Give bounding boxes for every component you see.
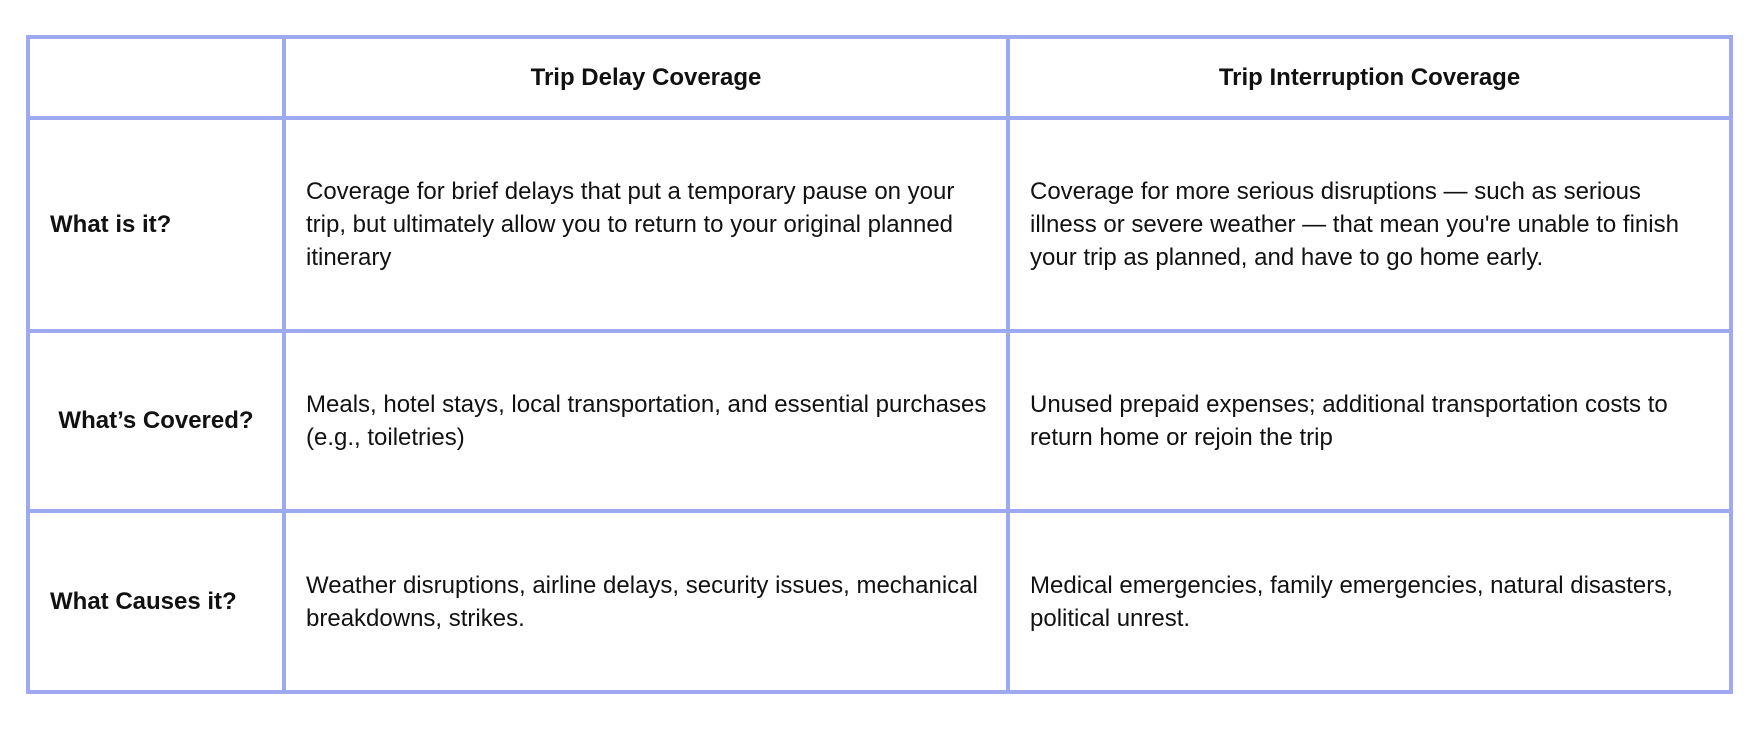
table-header-row [28, 37, 1731, 118]
table-row [28, 511, 1731, 692]
cell-interruption-whats-covered: Unused prepaid expenses; additional transportation costs to return home or rejoin the trip [1008, 331, 1731, 511]
cell-interruption-what-is-it: Coverage for more serious disruptions — such as serious illness or severe weather — that mean you're unable to finish your trip as planned, and have to go home early. [1008, 118, 1731, 331]
cell-interruption-what-causes-it: Medical emergencies, family emergencies, natural disasters, political unrest. [1008, 511, 1731, 692]
row-label-what-causes-it: What Causes it? [28, 511, 284, 692]
header-empty-cell [28, 37, 284, 118]
coverage-comparison-table [26, 35, 1733, 694]
header-trip-interruption: Trip Interruption Coverage [1008, 37, 1731, 118]
table-row [28, 118, 1731, 331]
cell-delay-what-causes-it: Weather disruptions, airline delays, security issues, mechanical breakdowns, strikes. [284, 511, 1008, 692]
header-trip-delay: Trip Delay Coverage [284, 37, 1008, 118]
cell-delay-whats-covered: Meals, hotel stays, local transportation, and essential purchases (e.g., toiletries) [284, 331, 1008, 511]
row-label-whats-covered: What’s Covered? [28, 331, 284, 511]
row-label-what-is-it: What is it? [28, 118, 284, 331]
table-row [28, 331, 1731, 511]
cell-delay-what-is-it: Coverage for brief delays that put a temporary pause on your trip, but ultimately allow you to return to your original planned itinerary [284, 118, 1008, 331]
